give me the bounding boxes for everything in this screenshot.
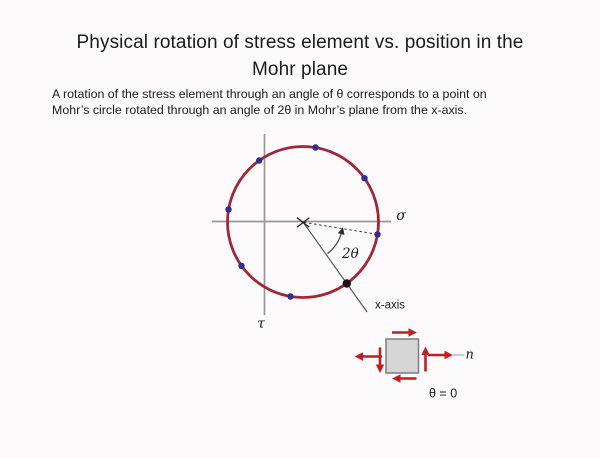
body-line-2: Mohr’s circle rotated through an angle of 2θ in Mohr’s plane from the x-axis.	[52, 102, 468, 117]
mohr-point	[312, 144, 318, 150]
title-line-1: Physical rotation of stress element vs. position in the	[76, 32, 524, 53]
tau-label: τ	[257, 316, 265, 332]
title-line-2: Mohr plane	[251, 59, 349, 80]
angle-arc	[328, 232, 342, 253]
mohr-point	[256, 157, 262, 163]
sigma-label: σ	[396, 208, 406, 224]
mohr-point	[238, 263, 244, 269]
x-axis-line	[303, 222, 367, 312]
circle-center-marker	[297, 218, 309, 228]
mohr-point	[225, 206, 231, 212]
stress-element	[362, 333, 474, 401]
mohr-point	[374, 231, 380, 237]
angle-2theta-label: 2θ	[342, 246, 359, 262]
theta-value-label: θ = 0	[429, 386, 458, 401]
mohr-point-current	[343, 279, 351, 287]
normal-axis-label: n	[465, 347, 474, 363]
rotated-point-line	[304, 222, 375, 233]
x-axis-label: x-axis	[375, 299, 406, 312]
body-line-1: A rotation of the stress element through an angle of θ corresponds to a point on	[52, 87, 487, 101]
mohr-point	[361, 175, 367, 181]
mohr-point	[287, 293, 293, 299]
stress-square	[386, 339, 419, 373]
